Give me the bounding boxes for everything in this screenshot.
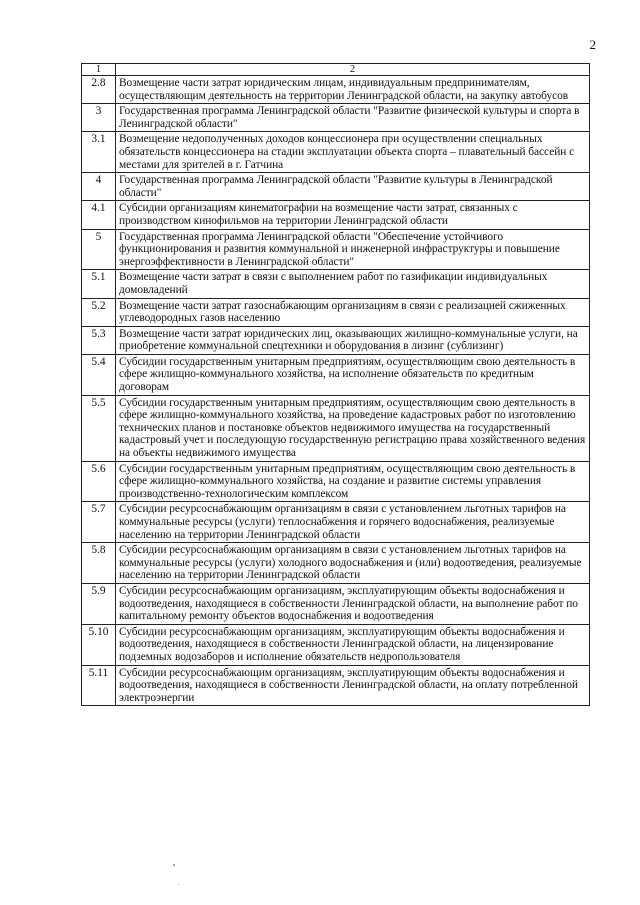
row-text: Возмещение недополученных доходов концессионера при осуществлении специальных обязательств концессионера на стадии эксплуатации объекта спорта – плавательный бассейн с местами для зрителей в г. Гатчина <box>116 132 590 173</box>
row-text: Субсидии государственным унитарным предприятиям, осуществляющим свою деятельность в сфере жилищно-коммунального хозяйства, на исполнение обязательств по кредитным договорам <box>116 354 590 395</box>
table-row <box>82 583 590 624</box>
row-number: 5.2 <box>82 298 116 326</box>
page-number: 2 <box>589 37 596 52</box>
row-number: 3 <box>82 104 116 132</box>
row-number: 5.11 <box>82 665 116 706</box>
row-text: Государственная программа Ленинградской области "Развитие физической культуры и спорта в Ленинградской области" <box>116 104 590 132</box>
row-text: Возмещение части затрат газоснабжающим организациям в связи с реализацией сжиженных углеводородных газов населению <box>116 298 590 326</box>
scan-speck <box>178 884 179 885</box>
row-text: Субсидии ресурсоснабжающим организациям в связи с установлением льготных тарифов на коммунальные ресурсы (услуги) холодного водоснабжения и (или) водоотведения, реализуемые населению на территории Ленинградской области <box>116 543 590 584</box>
row-number: 5.7 <box>82 502 116 543</box>
row-number: 5.5 <box>82 395 116 461</box>
row-number: 5 <box>82 229 116 270</box>
table-row <box>82 76 590 104</box>
row-text: Субсидии ресурсоснабжающим организациям, эксплуатирующим объекты водоснабжения и водоотведения, находящиеся в собственности Ленинградской области, на оплату потребленной электроэнергии <box>116 665 590 706</box>
row-text: Субсидии ресурсоснабжающим организациям в связи с установлением льготных тарифов на коммунальные ресурсы (услуги) теплоснабжения и горячего водоснабжения, реализуемые населению на территории Ленинградской области <box>116 502 590 543</box>
row-number: 2.8 <box>82 76 116 104</box>
row-number: 5.1 <box>82 270 116 298</box>
row-number: 5.8 <box>82 543 116 584</box>
table-row <box>82 173 590 201</box>
subsidies-table <box>81 63 590 706</box>
header-column-1: 1 <box>82 64 116 76</box>
header-column-2: 2 <box>116 64 590 76</box>
row-text: Субсидии государственным унитарным предприятиям, осуществляющим свою деятельность в сфере жилищно-коммунального хозяйства, на создание и развитие системы управления производственно-технологическим комплексом <box>116 461 590 502</box>
table-row <box>82 665 590 706</box>
table-row <box>82 270 590 298</box>
row-text: Возмещение части затрат юридических лиц, оказывающих жилищно-коммунальные услуги, на приобретение коммунальной спецтехники и оборудования в лизинг (сублизинг) <box>116 326 590 354</box>
table-row <box>82 502 590 543</box>
row-number: 5.4 <box>82 354 116 395</box>
row-text: Государственная программа Ленинградской области "Обеспечение устойчивого функционирования и развития коммунальной и инженерной инфраструктуры и повышение энергоэффективности в Ленинградской области" <box>116 229 590 270</box>
table-row <box>82 543 590 584</box>
row-text: Государственная программа Ленинградской области "Развитие культуры в Ленинградской области" <box>116 173 590 201</box>
row-number: 4 <box>82 173 116 201</box>
table-row <box>82 229 590 270</box>
row-number: 4.1 <box>82 201 116 229</box>
row-text: Возмещение части затрат юридическим лицам, индивидуальным предпринимателям, осуществляющим деятельность на территории Ленинградской области, на закупку автобусов <box>116 76 590 104</box>
table-header-row <box>82 64 590 76</box>
row-text: Субсидии государственным унитарным предприятиям, осуществляющим свою деятельность в сфере жилищно-коммунального хозяйства, на проведение кадастровых работ по изготовлению технических планов и постановке объектов недвижимого имущества на государственный кадастровый учет и последующую государственную регистрацию права хозяйственного ведения на объекты недвижимого имущества <box>116 395 590 461</box>
table-row <box>82 395 590 461</box>
row-number: 3.1 <box>82 132 116 173</box>
scan-speck <box>173 864 175 866</box>
table-row <box>82 201 590 229</box>
table-row <box>82 326 590 354</box>
table-row <box>82 298 590 326</box>
row-number: 5.3 <box>82 326 116 354</box>
table-row <box>82 132 590 173</box>
table-row <box>82 624 590 665</box>
table-row <box>82 461 590 502</box>
row-number: 5.10 <box>82 624 116 665</box>
row-text: Субсидии ресурсоснабжающим организациям, эксплуатирующим объекты водоснабжения и водоотведения, находящиеся в собственности Ленинградской области, на выполнение работ по капитальному ремонту объектов водоснабжения и водоотведения <box>116 583 590 624</box>
row-text: Субсидии организациям кинематографии на возмещение части затрат, связанных с производством кинофильмов на территории Ленинградской области <box>116 201 590 229</box>
row-text: Субсидии ресурсоснабжающим организациям, эксплуатирующим объекты водоснабжения и водоотведения, находящиеся в собственности Ленинградской области, на лицензирование подземных водозаборов и исполнение обязательств недропользователя <box>116 624 590 665</box>
row-number: 5.6 <box>82 461 116 502</box>
table-row <box>82 104 590 132</box>
row-text: Возмещение части затрат в связи с выполнением работ по газификации индивидуальных домовладений <box>116 270 590 298</box>
row-number: 5.9 <box>82 583 116 624</box>
table-row <box>82 354 590 395</box>
